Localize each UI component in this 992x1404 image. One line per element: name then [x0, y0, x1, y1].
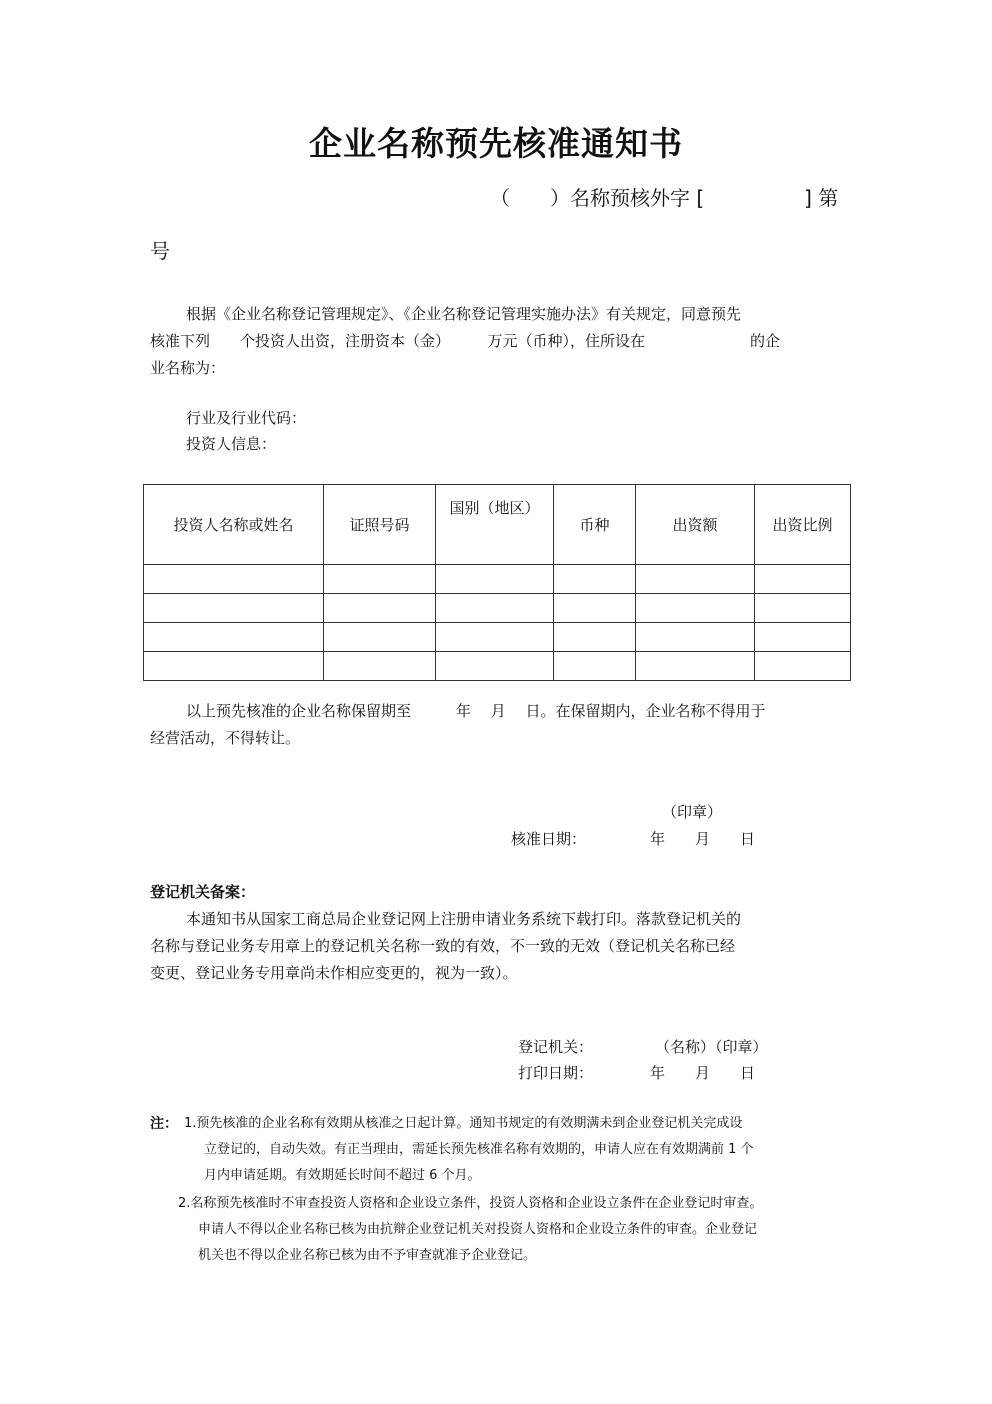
- registry-filing-section: [150, 879, 850, 987]
- retention-paragraph: [150, 698, 850, 752]
- retention-line-1: 以上预先核准的企业名称保留期至 年 月 日。在保留期内，企业名称不得用于: [186, 702, 766, 720]
- header-contribution-amount: 出资额: [636, 485, 755, 565]
- intro-paragraph: [150, 301, 850, 382]
- table-cell: [755, 565, 851, 594]
- investor-info-label: 投资人信息：: [186, 435, 277, 453]
- registry-filing-line-1: 本通知书从国家工商总局企业登记网上注册申请业务系统下载打印。落款登记机关的: [186, 910, 742, 928]
- document-number-line: （ ）名称预核外字 [ ] 第: [490, 186, 839, 210]
- registry-filing-line-3: 变更、登记业务专用章尚未作相应变更的，视为一致）。: [150, 964, 518, 982]
- table-cell: [436, 623, 554, 652]
- table-cell: [554, 623, 636, 652]
- table-cell: [554, 565, 636, 594]
- table-cell: [755, 623, 851, 652]
- table-cell: [144, 652, 324, 681]
- header-investor-name: 投资人名称或姓名: [144, 485, 324, 565]
- table-cell: [436, 594, 554, 623]
- header-currency: 币种: [554, 485, 636, 565]
- industry-label: 行业及行业代码：: [186, 409, 307, 427]
- table-cell: [755, 652, 851, 681]
- document-number-tail: 号: [150, 239, 170, 263]
- note-2-line-2: 申请人不得以企业名称已核为由抗辩企业登记机关对投资人资格和企业设立条件的审查。企业登记: [198, 1222, 758, 1237]
- approval-seal: （印章）: [662, 803, 723, 821]
- authority-value: （名称）（印章）: [655, 1038, 768, 1056]
- notes-label: 注：: [150, 1116, 178, 1132]
- table-cell: [144, 594, 324, 623]
- registry-filing-heading: 登记机关备案：: [150, 883, 256, 901]
- document-title: 企业名称预先核准通知书: [309, 124, 683, 163]
- header-license-number: 证照号码: [324, 485, 436, 565]
- note-1: [184, 1111, 754, 1189]
- table-cell: [436, 652, 554, 681]
- table-cell: [636, 565, 755, 594]
- print-date-label: 打印日期：: [518, 1064, 594, 1082]
- table-cell: [636, 623, 755, 652]
- table-row: [144, 565, 851, 594]
- authority-label: 登记机关：: [518, 1038, 594, 1056]
- header-contribution-ratio: 出资比例: [755, 485, 851, 565]
- retention-line-2: 经营活动，不得转让。: [150, 729, 301, 747]
- intro-line-1: 根据《企业名称登记管理规定》、《企业名称登记管理实施办法》有关规定，同意预先: [186, 305, 742, 323]
- table-cell: [436, 565, 554, 594]
- table-cell: [755, 594, 851, 623]
- intro-line-3: 业名称为：: [150, 359, 226, 377]
- note-1-line-3: 月内申请延期。有效期延长时间不超过 6 个月。: [204, 1168, 481, 1183]
- table-cell: [636, 594, 755, 623]
- table-cell: [554, 594, 636, 623]
- table-row: [144, 594, 851, 623]
- registry-filing-line-2: 名称与登记业务专用章上的登记机关名称一致的有效，不一致的无效（登记机关名称已经: [150, 937, 736, 955]
- investor-table: [143, 484, 851, 681]
- table-cell: [144, 565, 324, 594]
- approval-date: 年 月 日: [650, 830, 756, 848]
- approval-date-label: 核准日期：: [511, 830, 587, 848]
- table-cell: [324, 594, 436, 623]
- table-cell: [554, 652, 636, 681]
- table-cell: [324, 565, 436, 594]
- note-2-line-3: 机关也不得以企业名称已核为由不予审查就准予企业登记。: [198, 1248, 537, 1263]
- table-cell: [144, 623, 324, 652]
- note-2: [178, 1191, 762, 1269]
- table-cell: [324, 623, 436, 652]
- header-country-region: 国别（地区）: [436, 485, 554, 565]
- table-cell: [636, 652, 755, 681]
- table-header-row: [144, 485, 851, 565]
- note-2-line-1: 2.名称预先核准时不审查投资人资格和企业设立条件，投资人资格和企业设立条件在企业登记时审查。: [178, 1196, 763, 1211]
- table-cell: [324, 652, 436, 681]
- note-1-line-2: 立登记的，自动失效。有正当理由，需延长预先核准名称有效期的，申请人应在有效期满前 1 个: [204, 1142, 754, 1157]
- table-row: [144, 623, 851, 652]
- note-1-line-1: 1.预先核准的企业名称有效期从核准之日起计算。通知书规定的有效期满未到企业登记机关完成设: [184, 1116, 743, 1131]
- intro-line-2: 核准下列 个投资人出资，注册资本（金） 万元（币种），住所设在 的企: [150, 332, 781, 350]
- table-row: [144, 652, 851, 681]
- print-date: 年 月 日: [650, 1064, 756, 1082]
